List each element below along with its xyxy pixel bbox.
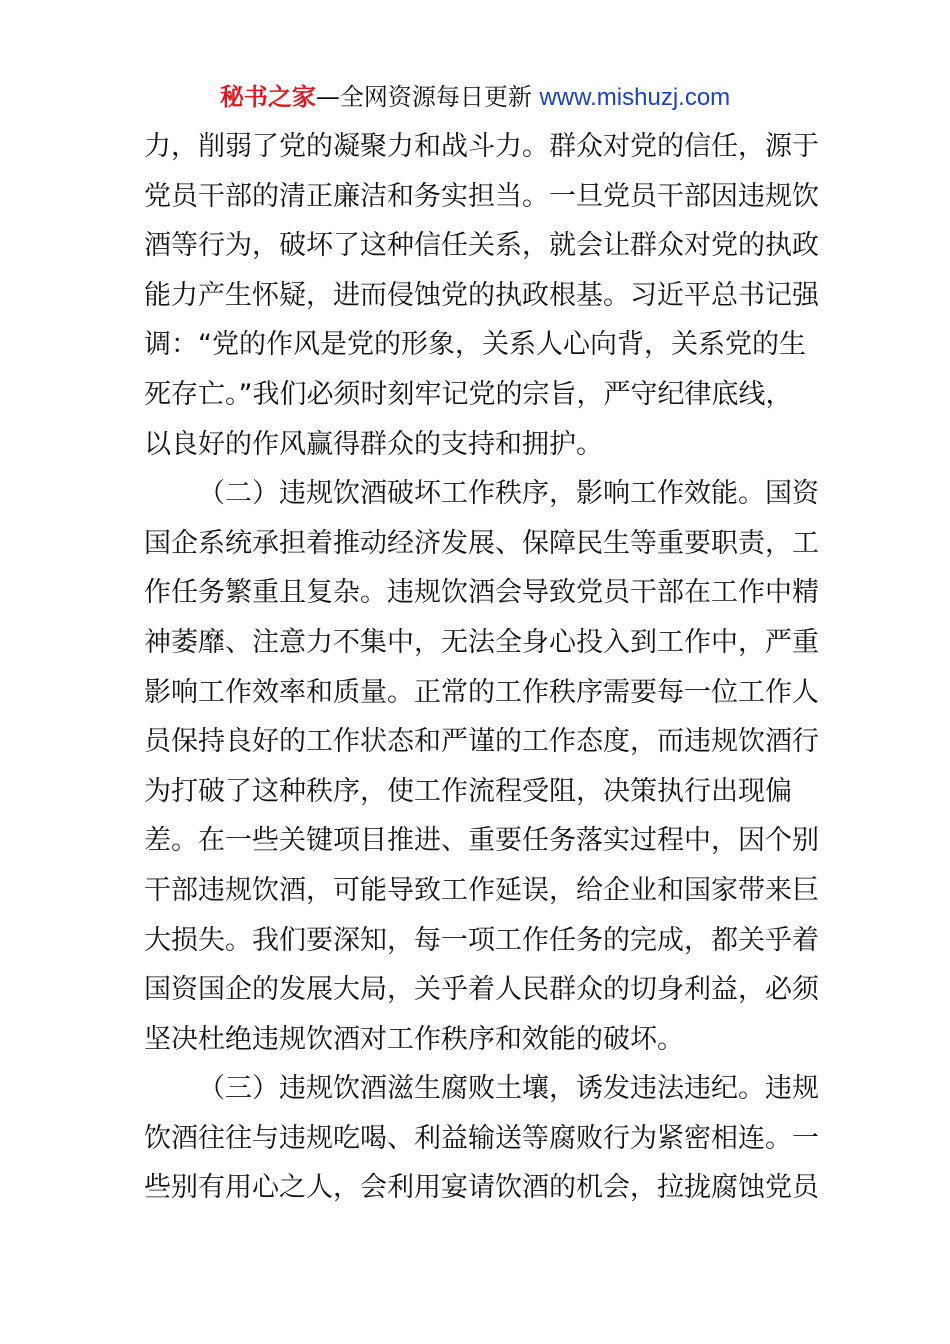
text-line: 酒等行为，破坏了这种信任关系，就会让群众对党的执政	[144, 230, 819, 262]
text-line: 国企系统承担着推动经济发展、保障民生等重要职责，工	[144, 527, 819, 559]
text-line: 力，削弱了党的凝聚力和战斗力。群众对党的信任，源于	[144, 131, 819, 162]
text-line: 作任务繁重且复杂。违规饮酒会导致党员干部在工作中精	[144, 577, 819, 609]
text-line: 干部违规饮酒，可能导致工作延误，给企业和国家带来巨	[144, 874, 819, 906]
text-line: （二）违规饮酒破坏工作秩序，影响工作效能。国资	[198, 478, 819, 510]
site-url-link[interactable]: www.mishuzj.com	[539, 84, 731, 111]
text-line: （三）违规饮酒滋生腐败土壤，诱发违法违纪。违规	[198, 1073, 819, 1105]
text-line: 饮酒往往与违规吃喝、利益输送等腐败行为紧密相连。一	[144, 1122, 819, 1154]
paragraph	[144, 122, 819, 469]
site-brand: 秘书之家	[219, 83, 316, 111]
text-line: 国资国企的发展大局，关乎着人民群众的切身利益，必须	[144, 974, 819, 1006]
text-line: 死存亡。”我们必须时刻牢记党的宗旨，严守纪律底线，	[144, 378, 793, 410]
text-line: 神萎靡、注意力不集中，无法全身心投入到工作中，严重	[144, 626, 819, 658]
site-tagline: —全网资源每日更新	[315, 83, 540, 111]
document-body	[144, 122, 819, 1213]
text-line: 坚决杜绝违规饮酒对工作秩序和效能的破坏。	[144, 1023, 684, 1055]
page-header	[0, 80, 950, 115]
text-line: 影响工作效率和质量。正常的工作秩序需要每一位工作人	[144, 676, 819, 708]
paragraph	[144, 469, 819, 1064]
text-line: 差。在一些关键项目推进、重要任务落实过程中，因个别	[144, 825, 819, 857]
text-line: 党员干部的清正廉洁和务实担当。一旦党员干部因违规饮	[144, 180, 819, 212]
text-line: 以良好的作风赢得群众的支持和拥护。	[144, 428, 603, 460]
text-line: 调：“党的作风是党的形象，关系人心向背，关系党的生	[144, 329, 806, 361]
text-line: 为打破了这种秩序，使工作流程受阻，决策执行出现偏	[144, 775, 792, 807]
text-line: 些别有用心之人，会利用宴请饮酒的机会，拉拢腐蚀党员	[144, 1172, 819, 1204]
text-line: 大损失。我们要深知，每一项工作任务的完成，都关乎着	[144, 924, 819, 956]
text-line: 员保持良好的工作状态和严谨的工作态度，而违规饮酒行	[144, 726, 819, 758]
paragraph	[144, 1064, 819, 1213]
text-line: 能力产生怀疑，进而侵蚀党的执政根基。习近平总书记强	[144, 279, 819, 311]
